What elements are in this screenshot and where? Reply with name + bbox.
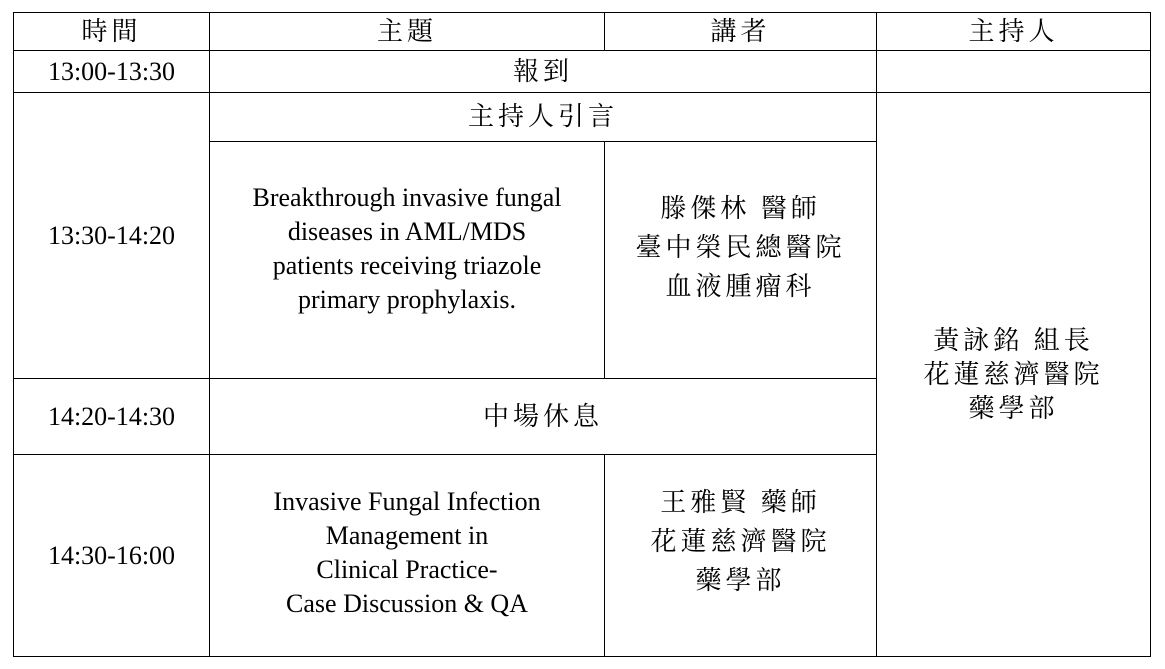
header-topic: 主題: [210, 13, 605, 51]
session2-topic-line-1: Invasive Fungal Infection: [273, 486, 541, 516]
break-time: 14:20-14:30: [14, 379, 210, 455]
header-moderator: 主持人: [877, 13, 1151, 51]
session1-topic-line-3: patients receiving triazole: [272, 251, 542, 280]
session2-speaker: [605, 455, 877, 657]
registration-row: [14, 51, 1151, 93]
session2-topic: [210, 455, 605, 657]
session1-topic-line-2: diseases in AML/MDS: [287, 217, 527, 246]
session2-speaker-department: 藥學部: [695, 566, 786, 595]
session1-speaker-department: 血液腫瘤科: [665, 271, 816, 301]
session1-topic-line-4: primary prophylaxis.: [297, 285, 517, 314]
session1-speaker: [605, 142, 877, 379]
moderator-hospital: 花蓮慈濟醫院: [923, 359, 1104, 389]
session1-time: 13:30-14:20: [14, 93, 210, 379]
break-topic: 中場休息: [210, 379, 877, 455]
session2-topic-line-3: Clinical Practice-: [316, 554, 498, 584]
session1-speaker-hospital: 臺中榮民總醫院: [635, 232, 846, 262]
session1-intro: 主持人引言: [210, 93, 877, 142]
registration-time: 13:00-13:30: [14, 51, 210, 93]
registration-topic: 報到: [210, 51, 877, 93]
session2-time: 14:30-16:00: [14, 455, 210, 657]
header-row: [14, 13, 1151, 51]
session2-topic-line-2: Management in: [325, 520, 489, 550]
session2-speaker-name: 王雅賢 藥師: [660, 488, 821, 517]
moderator-cell: [877, 93, 1151, 657]
registration-moderator-empty: [877, 51, 1151, 93]
session2-topic-line-4: Case Discussion & QA: [286, 588, 528, 618]
session1-intro-row: [14, 93, 1151, 142]
session1-topic: [210, 142, 605, 379]
moderator-department: 藥學部: [968, 393, 1059, 423]
session2-speaker-hospital: 花蓮慈濟醫院: [650, 527, 831, 556]
header-time: 時間: [14, 13, 210, 51]
session1-speaker-name: 滕傑林 醫師: [660, 193, 821, 223]
agenda-table: [13, 12, 1151, 657]
session1-topic-line-1: Breakthrough invasive fungal: [252, 183, 562, 212]
header-speaker: 講者: [605, 13, 877, 51]
moderator-name: 黃詠銘 組長: [933, 325, 1094, 355]
